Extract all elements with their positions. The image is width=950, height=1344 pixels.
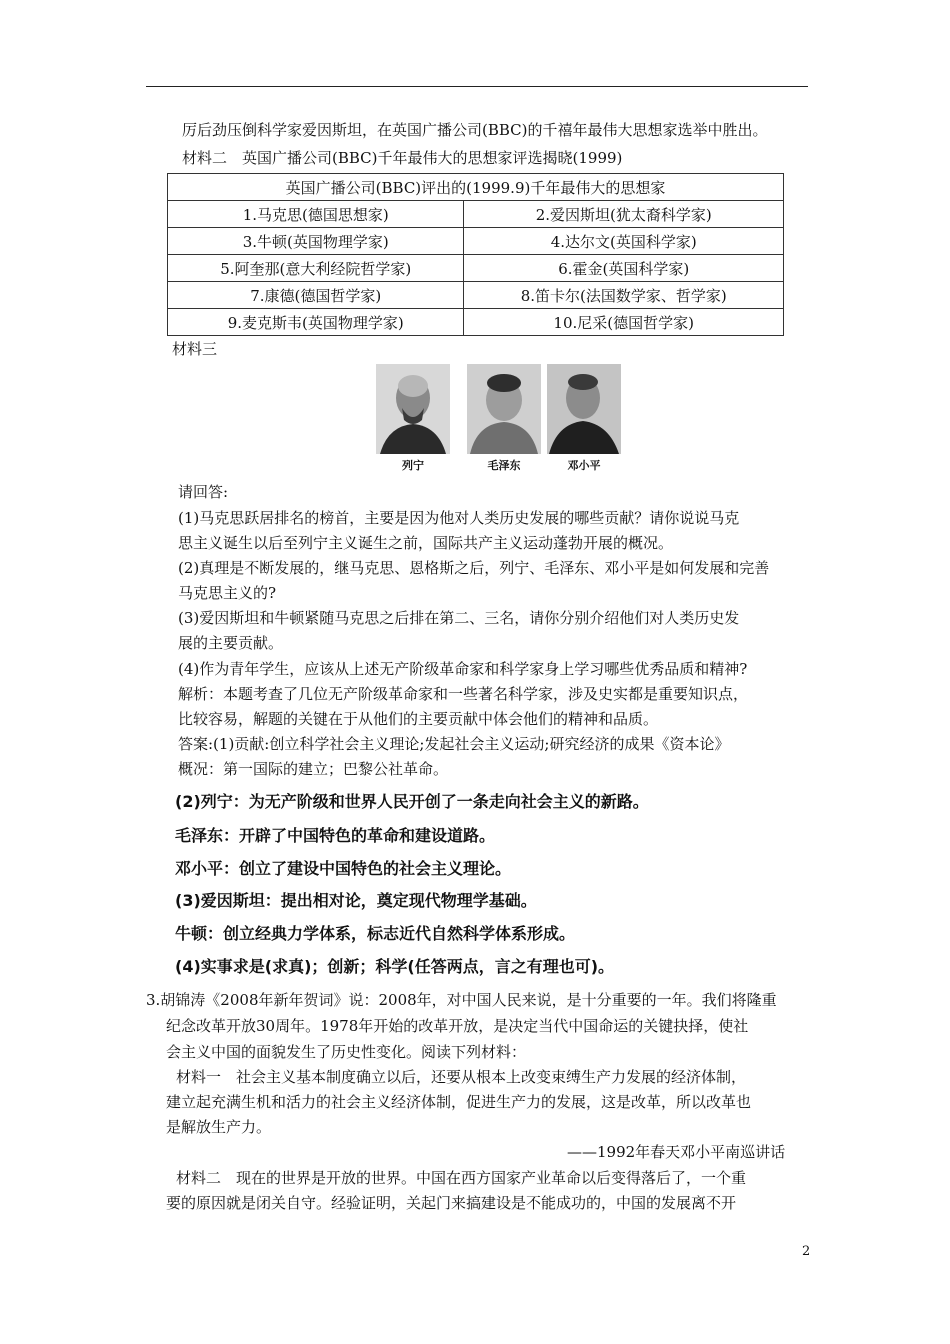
text-line: 马克思主义的?	[178, 584, 277, 602]
text-line: 3.胡锦涛《2008年新年贺词》说：2008年，对中国人民来说，是十分重要的一年。我们将隆重	[146, 991, 777, 1009]
table-row: 9.麦克斯韦(英国物理学家) 10.尼采(德国哲学家)	[168, 309, 784, 336]
text-line: (1)马克思跃居排名的榜首，主要是因为他对人类历史发展的哪些贡献？请你说说马克	[178, 509, 740, 527]
answer-line: (4)实事求是(求真)；创新；科学(任答两点，言之有理也可)。	[175, 957, 615, 976]
text-line: (3)爱因斯坦和牛顿紧随马克思之后排在第二、三名，请你分别介绍他们对人类历史发	[178, 609, 740, 627]
text-line: 材料二 英国广播公司(BBC)千年最伟大的思想家评选揭晓(1999)	[182, 149, 623, 167]
table-row: 1.马克思(德国思想家) 2.爱因斯坦(犹太裔科学家)	[168, 201, 784, 228]
caption-mao: 毛泽东	[487, 459, 521, 472]
answer-line: (3)爱因斯坦：提出相对论，奠定现代物理学基础。	[175, 891, 537, 910]
text-line: 概况：第一国际的建立；巴黎公社革命。	[178, 760, 449, 778]
portrait-deng	[547, 364, 621, 454]
text-line: 材料一 社会主义基本制度确立以后，还要从根本上改变束缚生产力发展的经济体制，	[176, 1068, 747, 1086]
citation: ——1992年春天邓小平南巡讲话	[567, 1143, 786, 1161]
thinkers-table	[167, 173, 784, 336]
caption-lenin: 列宁	[402, 459, 424, 472]
portrait-group	[370, 364, 630, 474]
answer-line: 牛顿：创立经典力学体系，标志近代自然科学体系形成。	[175, 924, 576, 943]
text-line: (2)真理是不断发展的，继马克思、恩格斯之后，列宁、毛泽东、邓小平是如何发展和完善	[178, 559, 770, 577]
text-line: (4)作为青年学生，应该从上述无产阶级革命家和科学家身上学习哪些优秀品质和精神?	[178, 660, 748, 678]
text-line: 思主义诞生以后至列宁主义诞生之前，国际共产主义运动蓬勃开展的概况。	[178, 534, 674, 552]
text-line: 厉后劲压倒科学家爱因斯坦，在英国广播公司(BBC)的千禧年最伟大思想家选举中胜出。	[182, 121, 768, 139]
table-row: 7.康德(德国哲学家) 8.笛卡尔(法国数学家、哲学家)	[168, 282, 784, 309]
text-line: 比较容易，解题的关键在于从他们的主要贡献中体会他们的精神和品质。	[178, 710, 659, 728]
page-number: 2	[802, 1244, 811, 1259]
text-line: 是解放生产力。	[166, 1118, 272, 1136]
text-line: 答案:(1)贡献:创立科学社会主义理论;发起社会主义运动;研究经济的成果《资本论》	[178, 735, 730, 753]
answer-line: 毛泽东：开辟了中国特色的革命和建设道路。	[175, 826, 496, 845]
table-header: 英国广播公司(BBC)评出的(1999.9)千年最伟大的思想家	[168, 174, 784, 201]
text-line: 解析：本题考查了几位无产阶级革命家和一些著名科学家，涉及史实都是重要知识点，	[178, 685, 749, 703]
text-line: 建立起充满生机和活力的社会主义经济体制，促进生产力的发展，这是改革，所以改革也	[166, 1093, 752, 1111]
answer-line: 邓小平：创立了建设中国特色的社会主义理论。	[175, 859, 512, 878]
caption-deng: 邓小平	[567, 459, 601, 472]
answer-line: (2)列宁：为无产阶级和世界人民开创了一条走向社会主义的新路。	[175, 792, 649, 811]
table-row: 3.牛顿(英国物理学家) 4.达尔文(英国科学家)	[168, 228, 784, 255]
text-line: 材料二 现在的世界是开放的世界。中国在西方国家产业革命以后变得落后了，一个重	[176, 1169, 747, 1187]
text-line: 要的原因就是闭关自守。经验证明，关起门来搞建设是不能成功的，中国的发展离不开	[166, 1194, 737, 1212]
text-line: 纪念改革开放30周年。1978年开始的改革开放，是决定当代中国命运的关键抉择，使社	[166, 1017, 749, 1035]
header-rule	[146, 86, 808, 87]
text-line: 会主义中国的面貌发生了历史性变化。阅读下列材料：	[166, 1043, 527, 1061]
question-intro: 请回答:	[178, 483, 229, 501]
text-line: 展的主要贡献。	[178, 634, 284, 652]
portrait-lenin	[376, 364, 450, 454]
material-three-label: 材料三	[172, 340, 218, 358]
portrait-mao	[467, 364, 541, 454]
table-row: 5.阿奎那(意大利经院哲学家) 6.霍金(英国科学家)	[168, 255, 784, 282]
